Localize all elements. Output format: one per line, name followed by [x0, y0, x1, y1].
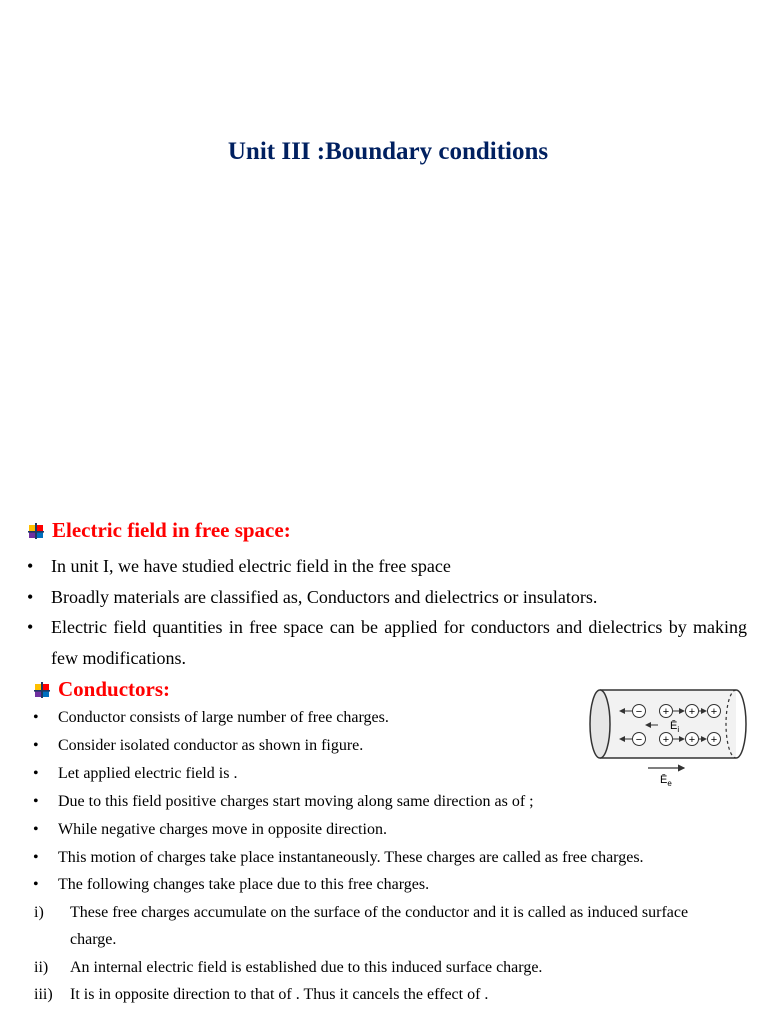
list-number: iii): [34, 986, 53, 1004]
cross-bullet-icon: [28, 523, 44, 539]
list-item: [34, 981, 714, 1008]
conductor-figure: [584, 682, 756, 790]
charge-label: +: [688, 706, 696, 718]
charge-label: −: [635, 734, 643, 746]
list-text: These free charges accumulate on the surface of the conductor and it is called as induced surface charge.: [70, 904, 689, 949]
conductor-cylinder: [590, 690, 746, 758]
section-heading-text: Conductors:: [58, 677, 171, 701]
list-text: It is in opposite direction to that of . Thus it cancels the effect of .: [70, 986, 489, 1004]
list-item: [34, 954, 714, 981]
list-text: An internal electric field is established due to this induced surface charge.: [70, 958, 543, 976]
list-number: i): [34, 904, 44, 921]
induced-charge-numbered-list: [34, 899, 714, 1009]
free-space-bullet-list: [27, 551, 747, 673]
section-heading-free-space: [28, 518, 291, 543]
list-item: • In unit I, we have studied electric field in the free space: [27, 551, 747, 582]
charge-label: +: [662, 734, 670, 746]
list-item: • The following changes take place due to this free charges.: [33, 871, 733, 899]
charge-label: +: [688, 734, 696, 746]
internal-field-label: $Ē_i$: [670, 720, 680, 734]
list-item: • Due to this field positive charges start moving along same direction as of ;: [33, 788, 733, 816]
list-item: • Consider isolated conductor as shown in figure.: [33, 732, 733, 760]
external-field-label: $Ē_e$: [660, 774, 672, 788]
list-item: • Conductor consists of large number of free charges.: [33, 704, 733, 732]
list-item: • Broadly materials are classified as, Conductors and dielectrics or insulators.: [27, 582, 747, 613]
charge-label: +: [710, 706, 718, 718]
list-item: • While negative charges move in opposite direction.: [33, 816, 733, 844]
charge-label: −: [635, 706, 643, 718]
list-item: • Electric field quantities in free space can be applied for conductors and dielectrics by making few modifications.: [27, 612, 747, 673]
section-heading-conductors: [34, 677, 170, 702]
list-item: [34, 899, 714, 954]
external-field-arrow: [648, 768, 684, 788]
cross-bullet-icon: [34, 682, 50, 698]
charge-label: +: [710, 734, 718, 746]
page-title: Unit III :Boundary conditions: [227, 138, 549, 165]
list-item: • This motion of charges take place instantaneously. These charges are called as free charges.: [33, 844, 733, 872]
list-item: • Let applied electric field is .: [33, 760, 733, 788]
section-heading-text: Electric field in free space:: [52, 518, 291, 542]
list-number: ii): [34, 958, 49, 976]
charge-label: +: [662, 706, 670, 718]
